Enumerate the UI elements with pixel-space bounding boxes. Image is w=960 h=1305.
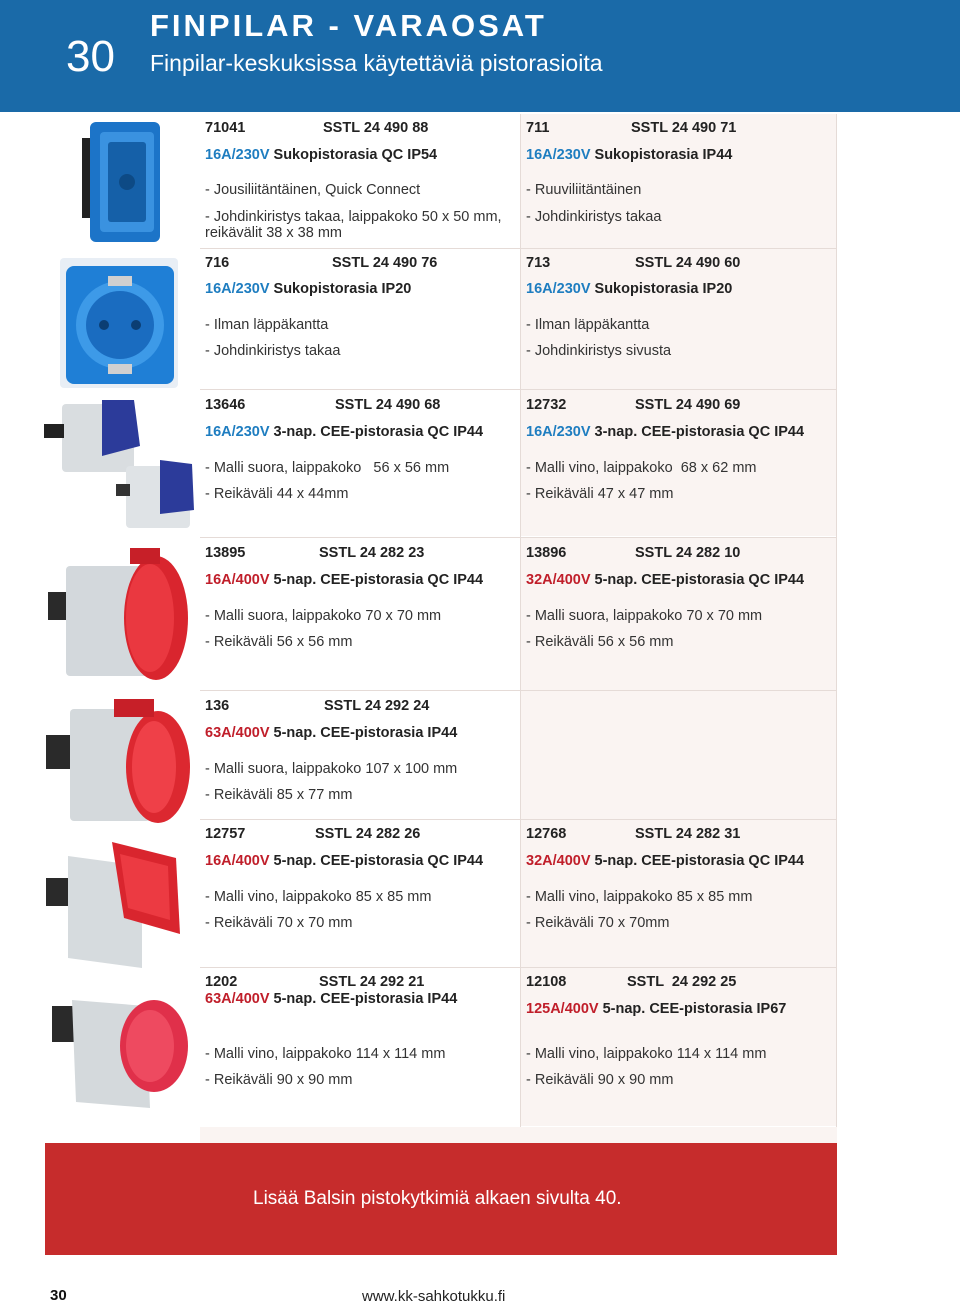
product-code: 13646	[205, 397, 246, 413]
product-title	[526, 1001, 786, 1018]
product-spec: - Ruuviliitäntäinen	[526, 182, 642, 198]
sstl-number: SSTL 24 490 68	[335, 397, 441, 413]
product-title	[526, 147, 732, 164]
product-spec: - Johdinkiristys takaa	[205, 343, 341, 359]
cee-5pin-socket-16a-image	[46, 542, 188, 684]
product-spec: - Malli suora, laippakoko 70 x 70 mm	[205, 608, 442, 624]
product-spec: - Malli vino, laippakoko 114 x 114 mm	[205, 1046, 446, 1062]
product-spec: - Malli vino, laippakoko 114 x 114 mm	[526, 1046, 767, 1062]
footer-page-number: 30	[50, 1287, 67, 1304]
cee-5pin-socket-angled-image	[44, 838, 184, 972]
product-cell-12768	[521, 820, 837, 968]
product-cell-711	[521, 114, 837, 248]
product-rating: 16A/230V	[205, 147, 270, 163]
product-cell-13896	[521, 538, 837, 690]
product-code: 136	[205, 698, 230, 714]
sstl-number: SSTL 24 292 21	[319, 974, 425, 990]
product-rating: 32A/400V	[526, 572, 591, 588]
product-code: 713	[526, 255, 551, 271]
product-spec: - Reikäväli 90 x 90 mm	[526, 1072, 674, 1088]
product-rating: 125A/400V	[526, 1001, 599, 1017]
product-code: 12108	[526, 974, 567, 990]
product-spec: - Reikäväli 90 x 90 mm	[205, 1072, 353, 1088]
product-spec: - Malli suora, laippakoko 56 x 56 mm	[205, 460, 450, 476]
product-cell-13895	[200, 538, 520, 690]
product-code: 1202	[205, 974, 238, 990]
product-title	[205, 281, 411, 298]
product-spec: - Malli suora, laippakoko 70 x 70 mm	[526, 608, 763, 624]
product-title	[526, 281, 732, 298]
product-spec: - Reikäväli 56 x 56 mm	[526, 634, 674, 650]
product-name: Sukopistorasia IP20	[273, 281, 412, 297]
product-name: 5-nap. CEE-pistorasia QC IP44	[273, 572, 484, 588]
product-title	[526, 424, 804, 441]
product-spec: - Malli vino, laippakoko 85 x 85 mm	[526, 889, 753, 905]
schuko-socket-ip20-image	[52, 254, 182, 392]
product-title	[526, 572, 804, 589]
product-rating: 63A/400V	[205, 991, 270, 1007]
product-title	[205, 572, 483, 589]
product-cell-71041	[200, 114, 520, 248]
product-name: Sukopistorasia QC IP54	[273, 147, 438, 163]
right-border	[836, 114, 837, 1127]
product-rating: 16A/230V	[526, 281, 591, 297]
cee-5pin-socket-63a-image	[44, 695, 190, 827]
product-cell-12732	[521, 390, 837, 536]
product-title	[205, 424, 483, 441]
product-spec: - Johdinkiristys takaa	[526, 209, 662, 225]
sstl-number: SSTL 24 282 23	[319, 545, 425, 561]
product-code: 711	[526, 120, 550, 136]
product-name: 5-nap. CEE-pistorasia IP44	[273, 991, 458, 1007]
product-rating: 16A/230V	[526, 424, 591, 440]
product-code: 13896	[526, 545, 567, 561]
product-code: 13895	[205, 545, 246, 561]
page-subtitle: Finpilar-keskuksissa käytettäviä pistorasioita	[150, 50, 603, 76]
product-rating: 63A/400V	[205, 725, 270, 741]
empty-cell	[521, 691, 837, 819]
product-name: 5-nap. CEE-pistorasia IP44	[273, 725, 458, 741]
product-spec: - Johdinkiristys sivusta	[526, 343, 672, 359]
product-name: Sukopistorasia IP20	[594, 281, 733, 297]
product-cell-716	[200, 249, 520, 389]
product-rating: 16A/230V	[205, 424, 270, 440]
product-name: 3-nap. CEE-pistorasia QC IP44	[594, 424, 805, 440]
product-cell-12108	[521, 968, 837, 1126]
row-divider	[200, 819, 837, 820]
sstl-number: SSTL 24 490 69	[635, 397, 741, 413]
table-bottom-strip	[200, 1127, 837, 1143]
product-spec: - Ilman läppäkantta	[205, 317, 329, 333]
product-cell-713	[521, 249, 837, 389]
promo-text: Lisää Balsin pistokytkimiä alkaen sivulta 40.	[253, 1188, 622, 1209]
product-code: 12732	[526, 397, 567, 413]
product-code: 12757	[205, 826, 246, 842]
product-title	[205, 853, 483, 870]
product-rating: 16A/400V	[205, 853, 270, 869]
product-code: 71041	[205, 120, 246, 136]
product-rating: 16A/400V	[205, 572, 270, 588]
product-name: Sukopistorasia IP44	[594, 147, 733, 163]
footer-url[interactable]: www.kk-sahkotukku.fi	[362, 1288, 506, 1305]
product-spec: - Ilman läppäkantta	[526, 317, 650, 333]
row-divider	[200, 537, 837, 538]
page-title: FINPILAR - VARAOSAT	[150, 8, 547, 43]
row-divider	[200, 967, 837, 968]
page-header	[0, 0, 960, 112]
product-title	[205, 147, 437, 164]
product-rating: 32A/400V	[526, 853, 591, 869]
product-spec: reikävälit 38 x 38 mm	[205, 225, 342, 241]
product-name: 5-nap. CEE-pistorasia IP67	[602, 1001, 787, 1017]
product-spec: - Jousiliitäntäinen, Quick Connect	[205, 182, 421, 198]
row-divider	[200, 248, 837, 249]
product-spec: - Reikäväli 44 x 44mm	[205, 486, 349, 502]
product-spec: - Reikäväli 56 x 56 mm	[205, 634, 353, 650]
promo-banner	[45, 1143, 837, 1255]
row-divider	[200, 389, 837, 390]
product-cell-12757	[200, 820, 520, 968]
product-rating: 16A/230V	[526, 147, 591, 163]
sstl-number: SSTL 24 490 60	[635, 255, 741, 271]
product-name: 5-nap. CEE-pistorasia QC IP44	[594, 572, 805, 588]
product-spec: - Reikäväli 47 x 47 mm	[526, 486, 674, 502]
product-code: 12768	[526, 826, 567, 842]
product-spec: - Malli vino, laippakoko 85 x 85 mm	[205, 889, 432, 905]
cee-3pin-socket-pair-image	[42, 394, 200, 538]
product-title	[526, 853, 804, 870]
product-code: 716	[205, 255, 230, 271]
sstl-number: SSTL 24 490 88	[323, 120, 429, 136]
sstl-number: SSTL 24 490 71	[631, 120, 737, 136]
product-name: 5-nap. CEE-pistorasia QC IP44	[273, 853, 484, 869]
product-spec: - Malli suora, laippakoko 107 x 100 mm	[205, 761, 458, 777]
product-cell-1202	[200, 968, 520, 1126]
product-name: 5-nap. CEE-pistorasia QC IP44	[594, 853, 805, 869]
schuko-socket-qc-ip54-image	[78, 118, 168, 246]
product-spec: - Johdinkiristys takaa, laippakoko 50 x 50 mm,	[205, 209, 502, 225]
product-spec: - Reikäväli 70 x 70mm	[526, 915, 670, 931]
column-divider	[520, 114, 521, 1127]
sstl-number: SSTL 24 282 10	[635, 545, 741, 561]
product-cell-13646	[200, 390, 520, 536]
product-rating: 16A/230V	[205, 281, 270, 297]
row-divider	[200, 690, 837, 691]
sstl-number: SSTL 24 282 31	[635, 826, 741, 842]
header-page-number: 30	[66, 32, 115, 81]
product-spec: - Reikäväli 70 x 70 mm	[205, 915, 353, 931]
product-cell-136	[200, 691, 520, 819]
product-spec: - Reikäväli 85 x 77 mm	[205, 787, 353, 803]
sstl-number: SSTL 24 490 76	[332, 255, 438, 271]
sstl-number: SSTL 24 292 25	[627, 974, 737, 990]
product-spec: - Malli vino, laippakoko 68 x 62 mm	[526, 460, 757, 476]
product-name: 3-nap. CEE-pistorasia QC IP44	[273, 424, 484, 440]
sstl-number: SSTL 24 292 24	[324, 698, 430, 714]
product-title	[205, 991, 457, 1008]
sstl-number: SSTL 24 282 26	[315, 826, 421, 842]
product-title	[205, 725, 457, 742]
cee-5pin-socket-114mm-image	[50, 986, 190, 1112]
